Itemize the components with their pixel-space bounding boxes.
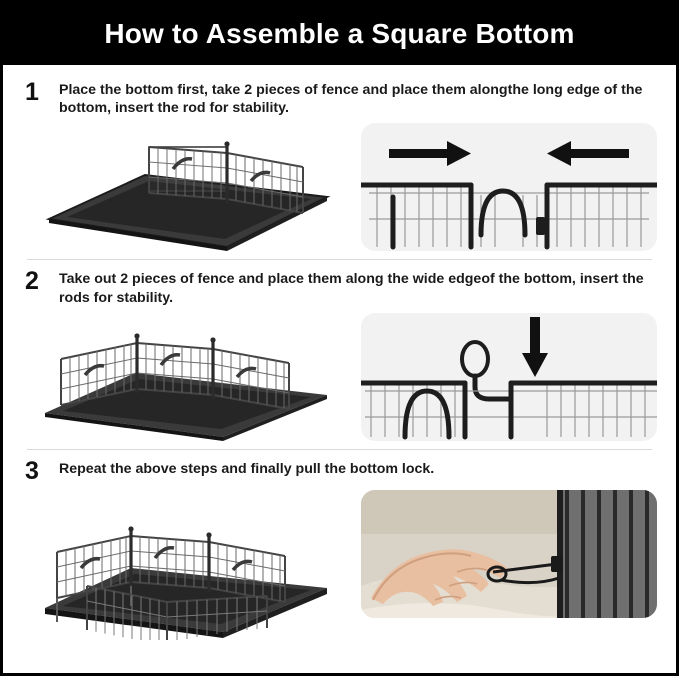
- step-3-number: 3: [25, 456, 39, 485]
- step-3-heading: [17, 450, 662, 488]
- assembled-square-pen-illustration: [27, 490, 347, 618]
- arrow-left-icon: [547, 141, 629, 166]
- page-title: How to Assemble a Square Bottom: [104, 18, 575, 49]
- tray-with-four-fence-panels-illustration: [27, 313, 347, 441]
- tray-with-two-fence-panels-illustration: [27, 123, 347, 251]
- arrow-down-icon: [522, 317, 548, 377]
- step-1-heading: [17, 71, 662, 121]
- step-1-text: Place the bottom first, take 2 pieces of fence and place them alongthe long edge of the bottom, insert the rod for stability.: [59, 82, 643, 117]
- step-1: [17, 71, 662, 257]
- step-1-number: 1: [25, 78, 39, 106]
- header-banner: [3, 3, 676, 65]
- rod-insertion-detail: [361, 313, 657, 441]
- step-2-heading: [17, 260, 662, 310]
- step-3-text: Repeat the above steps and finally pull the bottom lock.: [59, 460, 435, 477]
- step-2: [17, 260, 662, 446]
- step-1-figures: [17, 121, 662, 257]
- arrow-right-icon: [389, 141, 471, 166]
- step-3-figures: [17, 488, 662, 624]
- hand-pulling-bottom-lock-photo: [361, 490, 657, 618]
- steps-container: [3, 65, 676, 624]
- fence-panels-sliding-together-detail: [361, 123, 657, 251]
- step-2-number: 2: [25, 267, 39, 296]
- step-3: [17, 450, 662, 624]
- step-2-figures: [17, 311, 662, 447]
- step-2-text: Take out 2 pieces of fence and place them along the wide edgeof the bottom, insert the rods for stability.: [59, 271, 644, 306]
